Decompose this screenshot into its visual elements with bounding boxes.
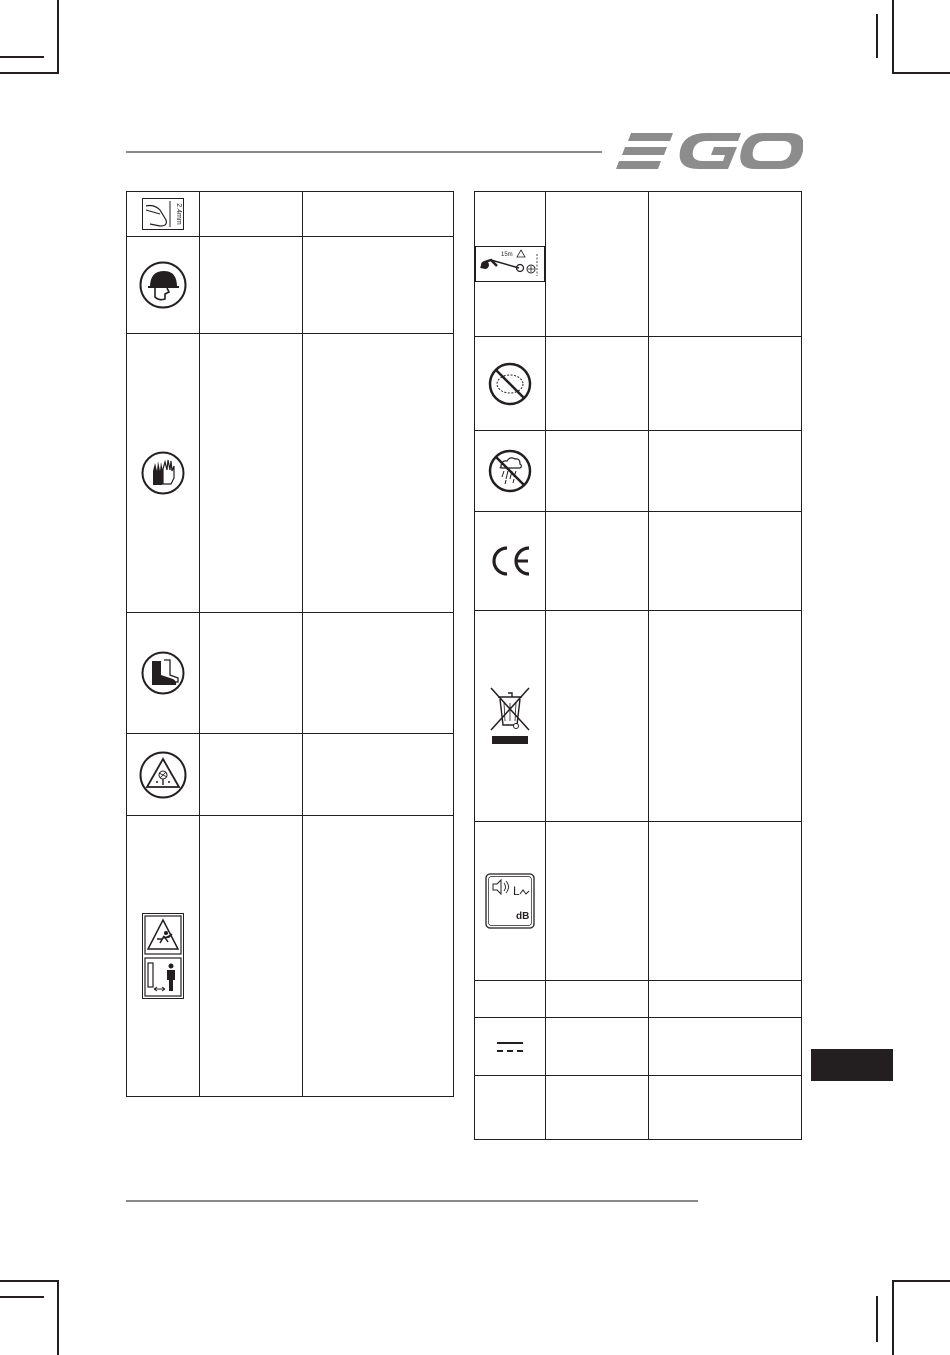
symbol-description [303, 734, 454, 816]
icon-cell [127, 816, 200, 1097]
symbol-description [649, 512, 802, 611]
symbol-label [546, 611, 649, 822]
symbol-description [649, 1076, 802, 1140]
crop-mark-br-h [892, 1280, 950, 1282]
svg-text:dB: dB [516, 911, 530, 922]
wear-head-protection-icon [139, 261, 187, 309]
table-row [475, 512, 802, 611]
symbol-label [546, 512, 649, 611]
bystander-distance-icon [142, 913, 184, 999]
crop-mark-tl-h [0, 72, 59, 74]
svg-text:L: L [513, 884, 520, 898]
symbol-label [200, 237, 303, 334]
symbol-description [649, 822, 802, 981]
symbol-description [649, 1018, 802, 1076]
symbol-label [546, 822, 649, 981]
left-symbol-table [126, 191, 454, 1097]
icon-cell [475, 192, 546, 337]
symbol-description [649, 431, 802, 512]
icon-cell [475, 822, 546, 981]
svg-text:2.4mm: 2.4mm [175, 203, 182, 225]
wear-boots-icon [141, 651, 185, 695]
language-tab [811, 1049, 893, 1081]
symbol-label [546, 1076, 649, 1140]
right-symbol-table [474, 191, 802, 1140]
symbol-description [303, 613, 454, 734]
table-row [475, 611, 802, 822]
table-row [127, 237, 454, 334]
table-row [475, 822, 802, 981]
footer-rule [126, 1200, 698, 1202]
table-row [475, 981, 802, 1018]
crop-mark-bl-h2 [0, 1296, 44, 1298]
crop-mark-bl-h [0, 1280, 59, 1282]
symbol-description [303, 816, 454, 1097]
table-row [127, 192, 454, 237]
table-row [127, 816, 454, 1097]
icon-cell [475, 1018, 546, 1076]
symbol-description [303, 334, 454, 613]
table-row [475, 192, 802, 337]
symbol-label [200, 334, 303, 613]
icon-cell [475, 431, 546, 512]
table-row [127, 734, 454, 816]
do-not-expose-to-rain-icon [488, 449, 532, 493]
icon-cell [475, 1076, 546, 1140]
crop-mark-tl-v [57, 0, 59, 72]
icon-cell [127, 734, 200, 816]
table-row [475, 431, 802, 512]
line-diameter-icon [142, 198, 184, 230]
cutting-distance-label-icon [475, 246, 545, 282]
symbol-label [200, 192, 303, 237]
icon-cell [127, 192, 200, 237]
table-row [475, 337, 802, 431]
crop-mark-bl-v [57, 1280, 59, 1355]
crop-mark-br-v2 [876, 1296, 878, 1342]
crop-mark-tr-h [892, 72, 950, 74]
icon-cell [127, 334, 200, 613]
ce-mark-icon [488, 545, 532, 577]
wear-gloves-icon [141, 451, 185, 495]
symbol-label [546, 1018, 649, 1076]
symbol-description [649, 981, 802, 1018]
header-rule [126, 151, 602, 153]
symbol-label [200, 734, 303, 816]
direct-current-icon [496, 1040, 524, 1054]
crop-mark-tr-v [892, 0, 894, 72]
icon-cell [475, 337, 546, 431]
symbol-description [649, 192, 802, 337]
symbol-label [200, 613, 303, 734]
symbol-description [649, 337, 802, 431]
icon-cell [127, 613, 200, 734]
table-row [127, 334, 454, 613]
icon-cell [475, 512, 546, 611]
thrown-objects-warning-icon [139, 751, 187, 799]
table-row [475, 1076, 802, 1140]
crop-mark-tr-v2 [876, 14, 878, 58]
icon-cell [475, 611, 546, 822]
weee-crossed-bin-icon [488, 685, 532, 747]
symbol-label [546, 337, 649, 431]
symbol-label [546, 192, 649, 337]
crop-mark-tl-h2 [0, 56, 44, 58]
no-blade-icon [488, 362, 532, 406]
symbol-label [200, 816, 303, 1097]
ego-logo [615, 127, 803, 175]
svg-text:15m: 15m [501, 252, 513, 258]
table-row [475, 1018, 802, 1076]
symbol-label [546, 981, 649, 1018]
sound-power-level-icon [485, 873, 535, 929]
symbol-label [546, 431, 649, 512]
crop-mark-br-v [892, 1280, 894, 1355]
table-row [127, 613, 454, 734]
symbol-description [649, 611, 802, 822]
icon-cell [127, 237, 200, 334]
icon-cell [475, 981, 546, 1018]
symbol-description [303, 237, 454, 334]
symbol-description [303, 192, 454, 237]
